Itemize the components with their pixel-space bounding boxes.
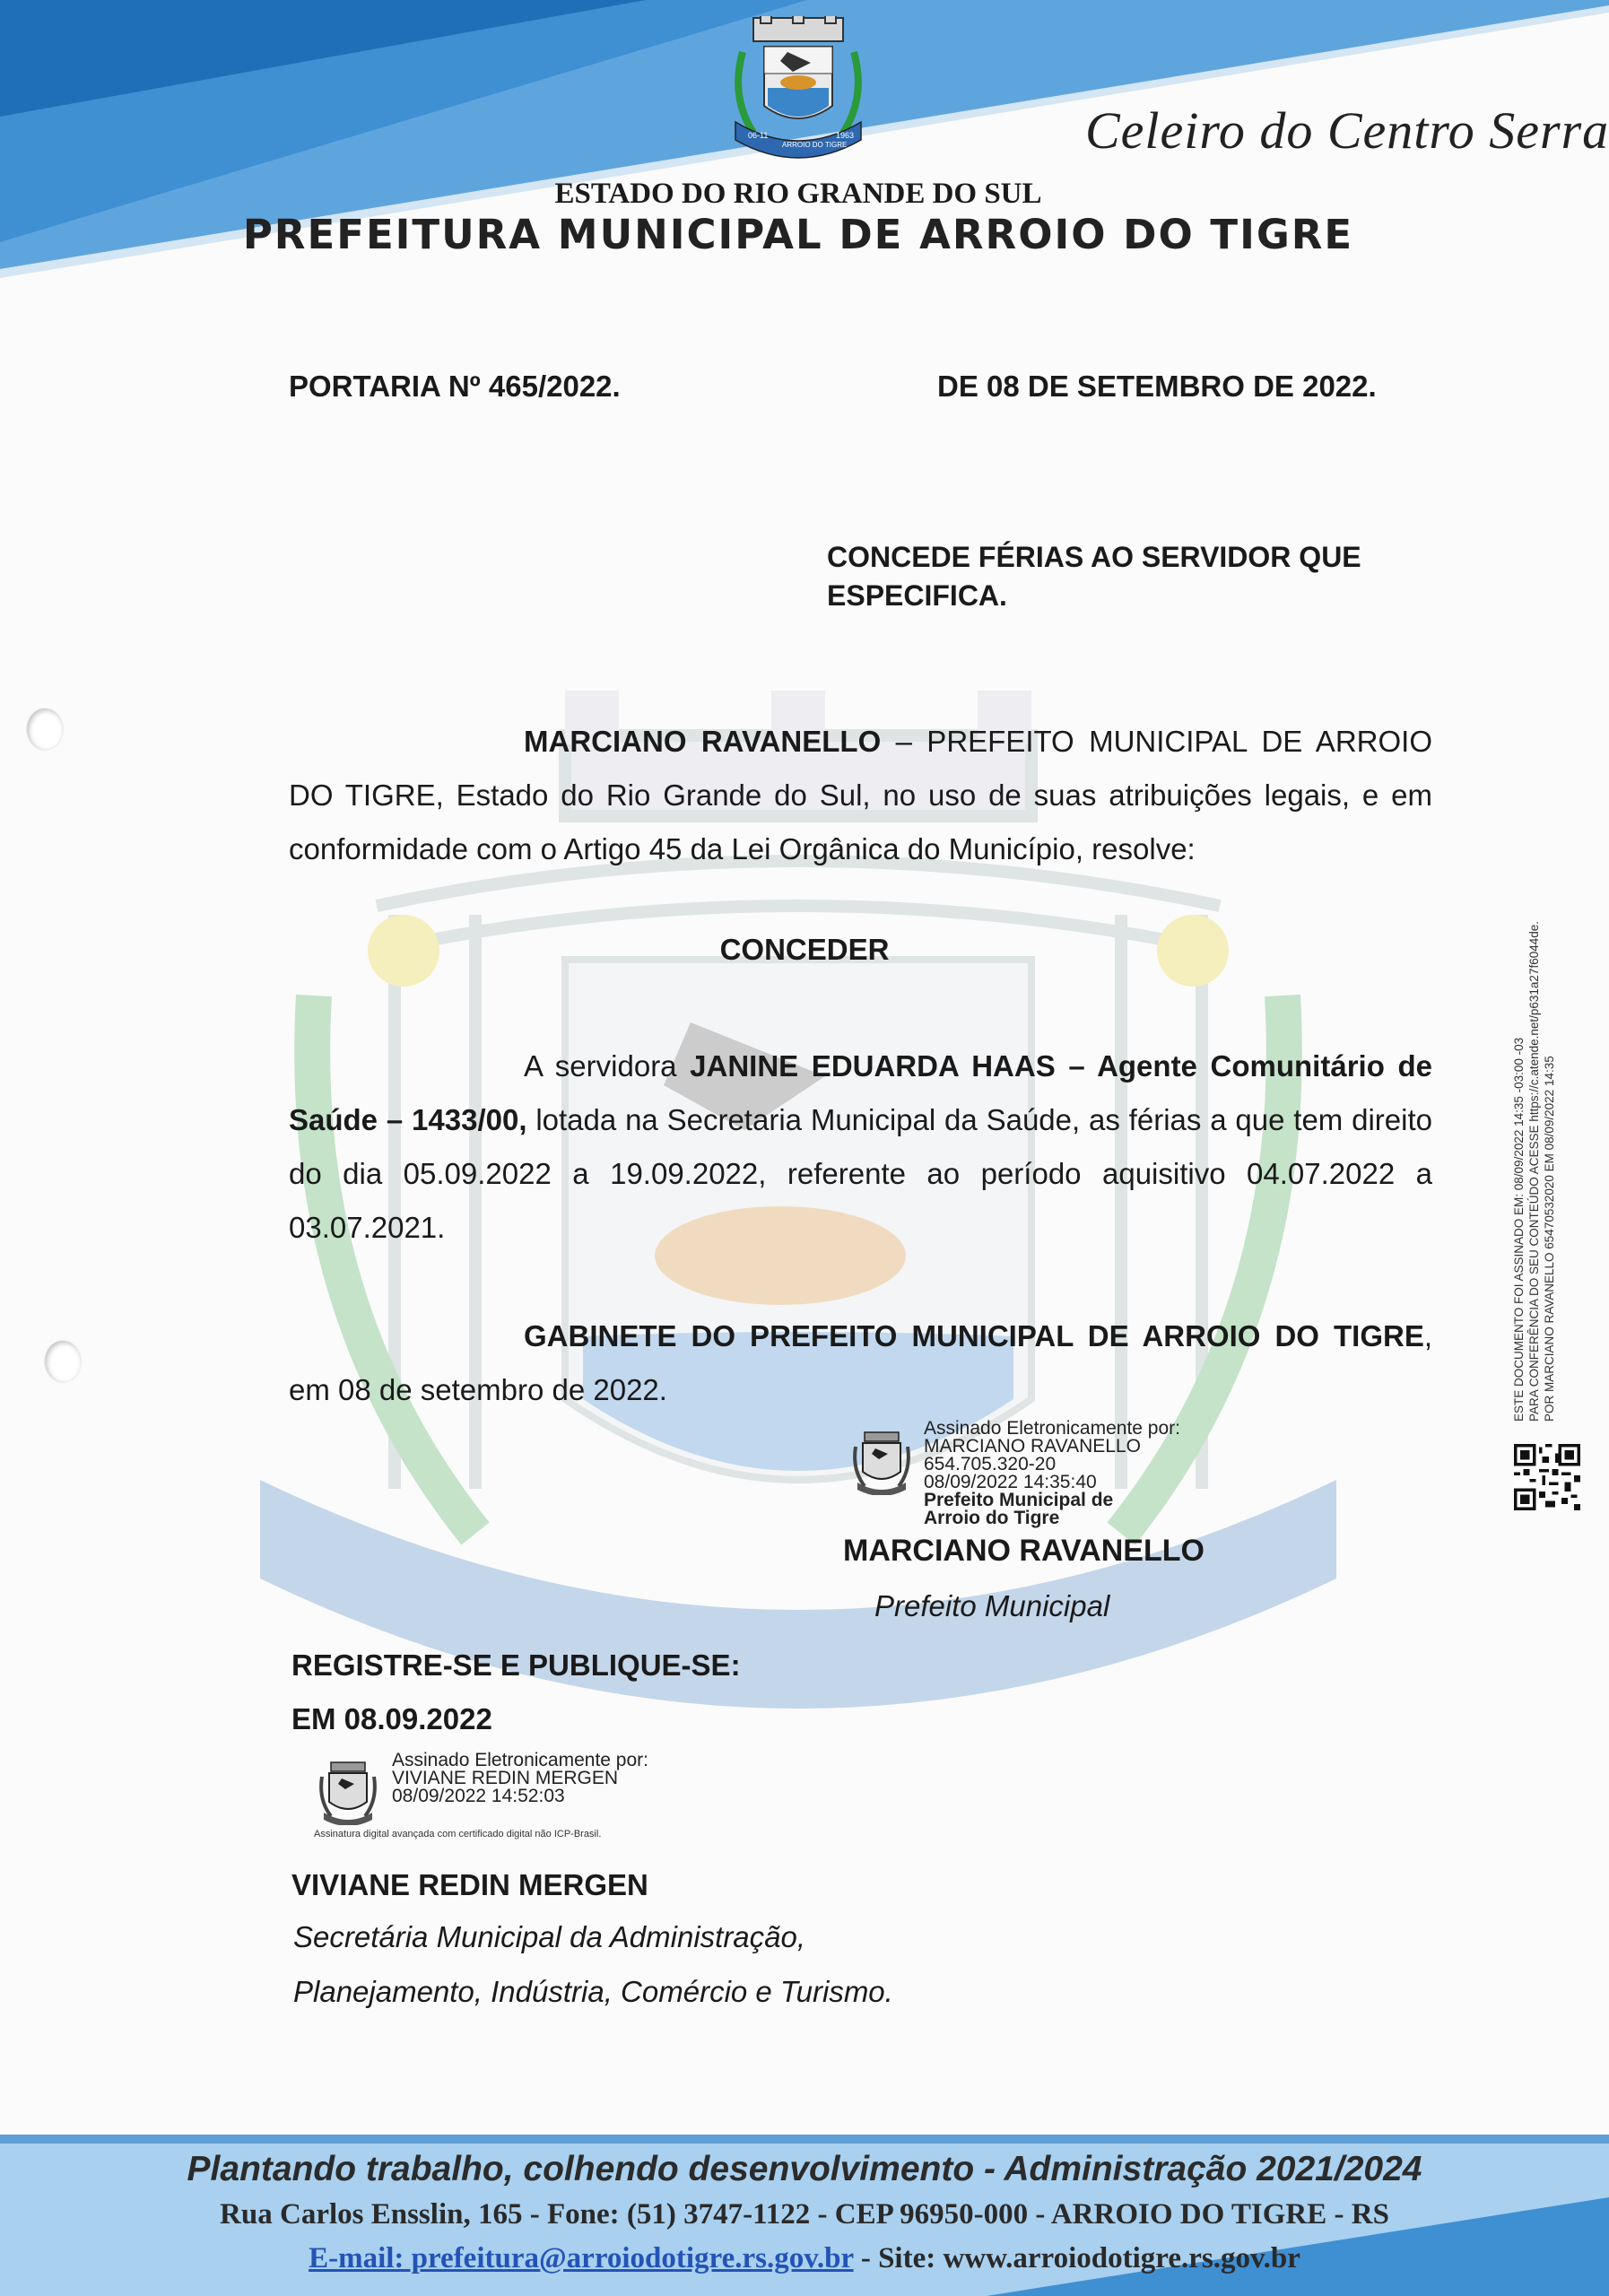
grant-paragraph bbox=[289, 1039, 1432, 1255]
footer-slogan: Plantando trabalho, colhendo desenvolvimento - Administração 2021/2024 bbox=[187, 2150, 1422, 2188]
signature2-stamp bbox=[392, 1752, 648, 1805]
registre-date: EM 08.09.2022 bbox=[291, 1702, 492, 1735]
sig1-line3: 654.705.320-20 bbox=[924, 1454, 1057, 1474]
signatory2-name: VIVIANE REDIN MERGEN bbox=[291, 1868, 648, 1901]
signature-seal-icon bbox=[318, 1761, 378, 1825]
header-motto: Celeiro do Centro Serra bbox=[1085, 101, 1609, 160]
registre-label: REGISTRE-SE E PUBLIQUE-SE: bbox=[291, 1648, 741, 1682]
sig2-line1: Assinado Eletronicamente por: bbox=[392, 1750, 648, 1770]
sig1-line2: MARCIANO RAVANELLO bbox=[924, 1436, 1141, 1457]
footer-address: Rua Carlos Ensslin, 165 - Fone: (51) 3747-1122 - CEP 96950-000 - ARROIO DO TIGRE - RS bbox=[220, 2198, 1389, 2231]
header-state: ESTADO DO RIO GRANDE DO SUL bbox=[554, 178, 1042, 210]
preamble-paragraph bbox=[289, 715, 1432, 876]
signature1-stamp bbox=[924, 1420, 1180, 1527]
verification-text bbox=[1511, 794, 1557, 1422]
sig1-line6: Arroio do Tigre bbox=[924, 1508, 1060, 1528]
signatory2-role-line1: Secretária Municipal da Administração, bbox=[293, 1920, 806, 1953]
site-text: - Site: www.arroiodotigre.rs.gov.br bbox=[853, 2242, 1300, 2274]
email-link[interactable]: E-mail: prefeitura@arroiodotigre.rs.gov.br bbox=[309, 2242, 854, 2274]
verification-line1: ESTE DOCUMENTO FOI ASSINADO EM: 08/09/2022 14:35 -03:00 -03 bbox=[1512, 1037, 1526, 1422]
sig1-line5: Prefeito Municipal de bbox=[924, 1490, 1114, 1510]
verification-line3: POR MARCIANO RAVANELLO 65470532020 EM 08/09/2022 14:35 bbox=[1543, 1056, 1556, 1422]
signature-seal-icon bbox=[852, 1431, 911, 1495]
portaria-summary: CONCEDE FÉRIAS AO SERVIDOR QUE ESPECIFICA. bbox=[827, 541, 1361, 612]
signatory1-name: MARCIANO RAVANELLO bbox=[843, 1534, 1205, 1568]
employee-identification: JANINE EDUARDA HAAS – Agente Comunitário de Saúde – 1433/00, bbox=[289, 1049, 1432, 1136]
footer-contact bbox=[0, 2242, 1609, 2275]
signatory2-role-line2: Planejamento, Indústria, Comércio e Turismo. bbox=[293, 1975, 893, 2008]
hole-punch bbox=[45, 1341, 81, 1382]
closing-date-text: , em 08 de setembro de 2022. bbox=[289, 1319, 1432, 1406]
sig1-line4: 08/09/2022 14:35:40 bbox=[924, 1472, 1097, 1492]
verification-line2: PARA CONFERÊNCIA DO SEU CONTEÚDO ACESSE https://c.atende.net/p631a27f6044de. bbox=[1527, 920, 1541, 1422]
header-prefeitura: PREFEITURA MUNICIPAL DE ARROIO DO TIGRE bbox=[242, 211, 1354, 258]
mayor-name-lead: MARCIANO RAVANELLO bbox=[524, 725, 882, 758]
signatory1-role: Prefeito Municipal bbox=[874, 1589, 1110, 1622]
municipal-crest bbox=[718, 16, 879, 160]
concede-heading: CONCEDER bbox=[719, 933, 890, 966]
portaria-number: PORTARIA Nº 465/2022. bbox=[289, 370, 621, 403]
sig2-line3: 08/09/2022 14:52:03 bbox=[392, 1786, 565, 1806]
portaria-date: DE 08 DE SETEMBRO DE 2022. bbox=[937, 370, 1377, 403]
qr-code-icon[interactable] bbox=[1514, 1444, 1580, 1510]
crest-ribbon-right: 1963 bbox=[836, 131, 855, 140]
gabinete-text: GABINETE DO PREFEITO MUNICIPAL DE ARROIO DO TIGRE bbox=[524, 1319, 1424, 1352]
grant-lead: A servidora bbox=[524, 1049, 691, 1083]
sig1-line1: Assinado Eletronicamente por: bbox=[924, 1418, 1180, 1439]
signature2-note: Assinatura digital avançada com certificado digital não ICP-Brasil. bbox=[314, 1829, 602, 1839]
crest-ribbon-left: 06-11 bbox=[748, 131, 769, 140]
crest-ribbon-center: ARROIO DO TIGRE bbox=[782, 141, 848, 149]
hole-punch bbox=[27, 709, 63, 750]
sig2-line2: VIVIANE REDIN MERGEN bbox=[392, 1768, 619, 1788]
closing-paragraph bbox=[289, 1309, 1432, 1417]
grant-text: lotada na Secretaria Municipal da Saúde, as férias a que tem direito do dia 05.09.2022 a 19.09.2022, referente ao período aquisitivo 04.07.2022 a 03.07.2021. bbox=[289, 1103, 1432, 1244]
preamble-text: – PREFEITO MUNICIPAL DE ARROIO DO TIGRE, Estado do Rio Grande do Sul, no uso de suas atribuições legais, e em conformidade com o Artigo 45 da Lei Orgânica do Município, resolve: bbox=[289, 725, 1432, 865]
